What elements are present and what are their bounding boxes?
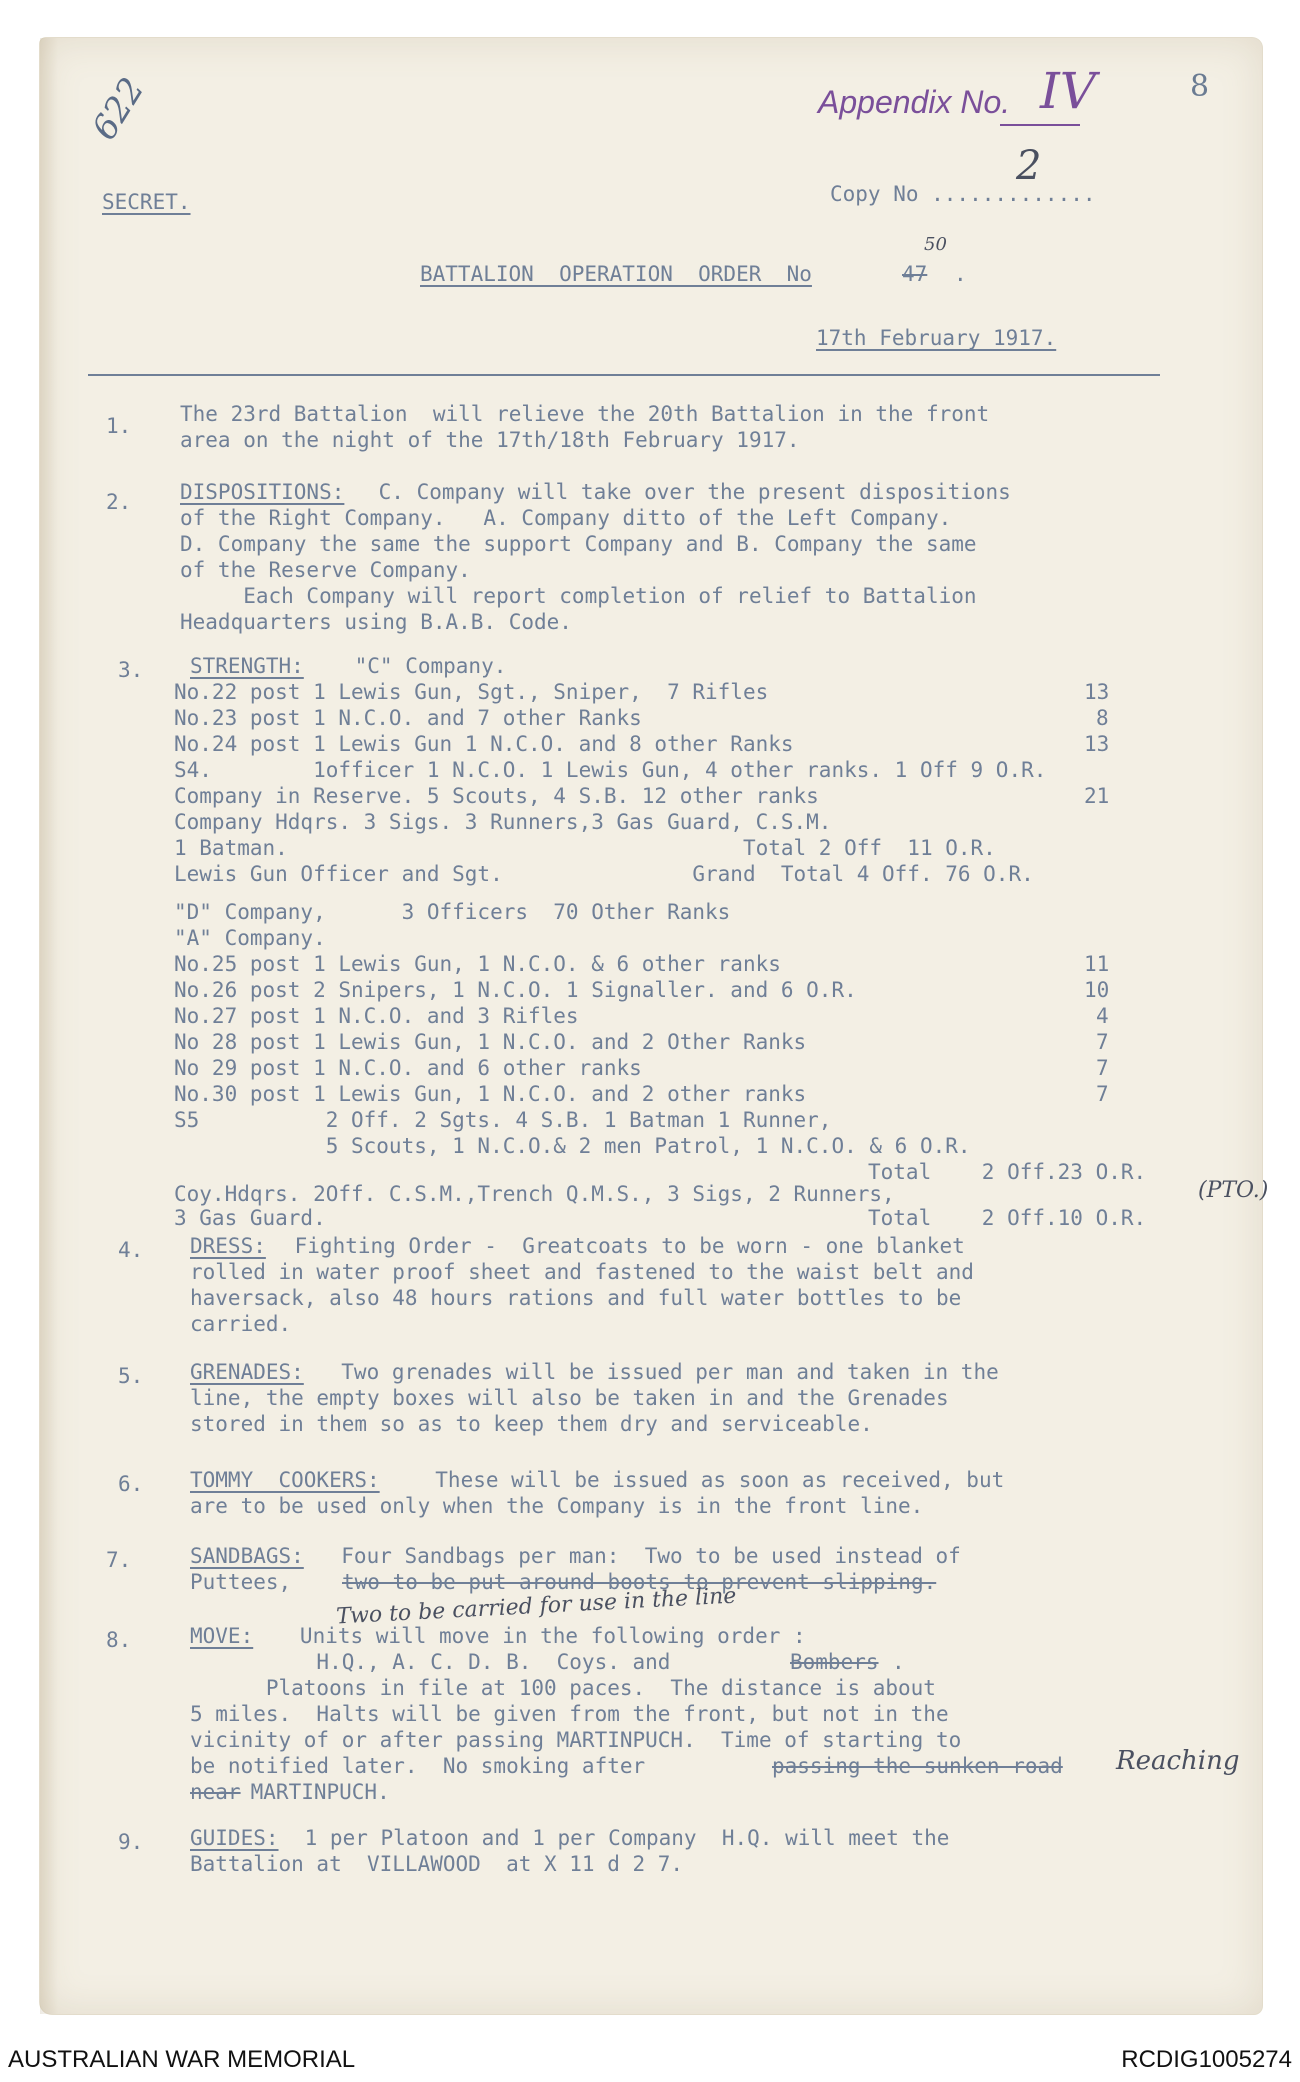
appendix-label: Appendix No.: [818, 84, 1011, 120]
s7-struck-text: two to be put around boots to prevent slipping.: [342, 1570, 937, 1594]
s8-struck-text: near: [190, 1780, 241, 1804]
strength-row: No.27 post 1 N.C.O. and 3 Rifles: [174, 1004, 579, 1028]
s4-line: haversack, also 48 hours rations and full water bottles to be: [190, 1286, 962, 1310]
strength-row: No 29 post 1 N.C.O. and 6 other ranks: [174, 1056, 642, 1080]
section-number: 7.: [106, 1548, 132, 1572]
strength-row: No.24 post 1 Lewis Gun 1 N.C.O. and 8 other Ranks: [174, 732, 794, 756]
section-heading: GRENADES:: [190, 1360, 304, 1384]
copy-number: Copy No .............: [830, 182, 1096, 206]
s8-line: 5 miles. Halts will be given from the front, but not in the: [190, 1702, 949, 1726]
header-rule: [88, 374, 1160, 376]
s2-line: of the Reserve Company.: [180, 558, 471, 582]
strength-row: No.25 post 1 Lewis Gun, 1 N.C.O. & 6 other ranks: [174, 952, 781, 976]
footer-record-id: RCDIG1005274: [1121, 2046, 1292, 2073]
handwritten-move-note: Reaching: [1116, 1746, 1240, 1776]
s8-struck-text: Bombers: [790, 1650, 879, 1674]
s5-line: S5 2 Off. 2 Sgts. 4 S.B. 1 Batman 1 Runner,: [174, 1108, 832, 1132]
section-number: 8.: [106, 1628, 132, 1652]
pto-annotation: (PTO.): [1198, 1178, 1269, 1203]
strength-value: 7: [1096, 1082, 1109, 1106]
section-heading: SANDBAGS:: [190, 1544, 304, 1568]
c-company-label: "C" Company.: [342, 654, 507, 678]
strength-value: 21: [1084, 784, 1110, 808]
s4-line: rolled in water proof sheet and fastened to the waist belt and: [190, 1260, 974, 1284]
s7-line: Puttees,: [190, 1570, 304, 1594]
s2-line: D. Company the same the support Company and B. Company the same: [180, 532, 977, 556]
s1-line: area on the night of the 17th/18th February 1917.: [180, 428, 800, 452]
s4-line: carried.: [190, 1312, 292, 1336]
order-number-amended: 50: [924, 234, 947, 255]
s6-line: are to be used only when the Company is in the front line.: [190, 1494, 924, 1518]
section-number: 9.: [118, 1830, 144, 1854]
hq-total: Total 2 Off.10 O.R.: [868, 1206, 1147, 1230]
s5-line: stored in them so as to keep them dry and serviceable.: [190, 1412, 873, 1436]
strength-value: 4: [1096, 1004, 1109, 1028]
section-number: 1.: [106, 414, 132, 438]
strength-value: 10: [1084, 978, 1110, 1002]
s5-line: Two grenades will be issued per man and taken in the: [316, 1360, 999, 1384]
strength-row: No.23 post 1 N.C.O. and 7 other Ranks: [174, 706, 642, 730]
order-title: BATTALION OPERATION ORDER No: [420, 262, 812, 286]
s2-line: of the Right Company. A. Company ditto of the Left Company.: [180, 506, 952, 530]
section-number: 2.: [106, 490, 132, 514]
order-number-original: 47: [902, 262, 928, 286]
a-company-label: "A" Company.: [174, 926, 326, 950]
strength-row: 1 Batman. Total 2 Off 11 O.R.: [174, 836, 996, 860]
s2-line: Each Company will report completion of relief to Battalion: [180, 584, 977, 608]
strength-row: No 28 post 1 Lewis Gun, 1 N.C.O. and 2 Other Ranks: [174, 1030, 807, 1054]
s8-struck-text: passing the sunken road: [772, 1754, 1063, 1778]
page-number-top-right: 8: [1190, 69, 1210, 104]
strength-row: No.26 post 2 Snipers, 1 N.C.O. 1 Signaller. and 6 O.R.: [174, 978, 857, 1002]
section-heading: MOVE:: [190, 1624, 254, 1648]
s5-line: 5 Scouts, 1 N.C.O.& 2 men Patrol, 1 N.C.O. & 6 O.R.: [174, 1134, 971, 1158]
s8-line: H.Q., A. C. D. B. Coys. and: [190, 1650, 684, 1674]
strength-row: Company Hdqrs. 3 Sigs. 3 Runners,3 Gas Guard, C.S.M.: [174, 810, 832, 834]
s8-line: Units will move in the following order :: [262, 1624, 806, 1648]
page-number-top-left: 622: [84, 70, 153, 148]
strength-value: 13: [1084, 680, 1110, 704]
strength-row: S4. 1officer 1 N.C.O. 1 Lewis Gun, 4 other ranks. 1 Off 9 O.R.: [174, 758, 1047, 782]
hq-line: 3 Gas Guard.: [174, 1206, 326, 1230]
section-heading: DRESS:: [190, 1234, 266, 1258]
d-company-label: "D" Company, 3 Officers 70 Other Ranks: [174, 900, 731, 924]
section-heading: DISPOSITIONS:: [180, 480, 345, 504]
strength-row: No.30 post 1 Lewis Gun, 1 N.C.O. and 2 other ranks: [174, 1082, 807, 1106]
s9-line: Battalion at VILLAWOOD at X 11 d 2 7.: [190, 1852, 684, 1876]
s8-line: be notified later. No smoking after: [190, 1754, 658, 1778]
s8-line: Platoons in file at 100 paces. The distance is about: [190, 1676, 936, 1700]
appendix-underline: [1000, 124, 1080, 126]
s5-line: line, the empty boxes will also be taken in and the Grenades: [190, 1386, 949, 1410]
strength-value: 8: [1096, 706, 1109, 730]
order-title-period: .: [954, 262, 967, 286]
strength-value: 7: [1096, 1056, 1109, 1080]
footer-archive-name: AUSTRALIAN WAR MEMORIAL: [8, 2046, 356, 2073]
strength-value: 11: [1084, 952, 1110, 976]
s6-line: These will be issued as soon as received, but: [410, 1468, 1005, 1492]
s2-line: Headquarters using B.A.B. Code.: [180, 610, 572, 634]
section-number: 4.: [118, 1238, 144, 1262]
s5-total: Total 2 Off.23 O.R.: [868, 1160, 1147, 1184]
s8-line: vicinity of or after passing MARTINPUCH. Time of starting to: [190, 1728, 962, 1752]
strength-row: Lewis Gun Officer and Sgt. Grand Total 4 Off. 76 O.R.: [174, 862, 1034, 886]
copy-number-value: 2: [1016, 143, 1042, 189]
section-number: 6.: [118, 1472, 144, 1496]
hq-line: Coy.Hdqrs. 2Off. C.S.M.,Trench Q.M.S., 3 Sigs, 2 Runners,: [174, 1182, 895, 1206]
section-heading: GUIDES:: [190, 1826, 279, 1850]
strength-row: No.22 post 1 Lewis Gun, Sgt., Sniper, 7 Rifles: [174, 680, 769, 704]
section-number: 3.: [118, 658, 144, 682]
strength-value: 13: [1084, 732, 1110, 756]
appendix-value: IV: [1040, 62, 1096, 120]
section-number: 5.: [118, 1364, 144, 1388]
s7-line: Four Sandbags per man: Two to be used instead of: [316, 1544, 961, 1568]
section-heading: STRENGTH:: [190, 654, 304, 678]
s8-line: MARTINPUCH.: [238, 1780, 390, 1804]
s8-line: .: [892, 1650, 905, 1674]
strength-row: Company in Reserve. 5 Scouts, 4 S.B. 12 other ranks: [174, 784, 819, 808]
order-date: 17th February 1917.: [816, 326, 1057, 350]
section-heading: TOMMY COOKERS:: [190, 1468, 380, 1492]
s1-line: The 23rd Battalion will relieve the 20th Battalion in the front: [180, 402, 990, 426]
s4-line: Fighting Order - Greatcoats to be worn - one blanket: [282, 1234, 965, 1258]
s2-line: C. Company will take over the present dispositions: [366, 480, 1011, 504]
strength-value: 7: [1096, 1030, 1109, 1054]
secret-label: SECRET.: [102, 190, 191, 214]
handwritten-sandbags-note: Two to be carried for use in the line: [335, 1583, 737, 1630]
s9-line: 1 per Platoon and 1 per Company H.Q. will meet the: [292, 1826, 950, 1850]
